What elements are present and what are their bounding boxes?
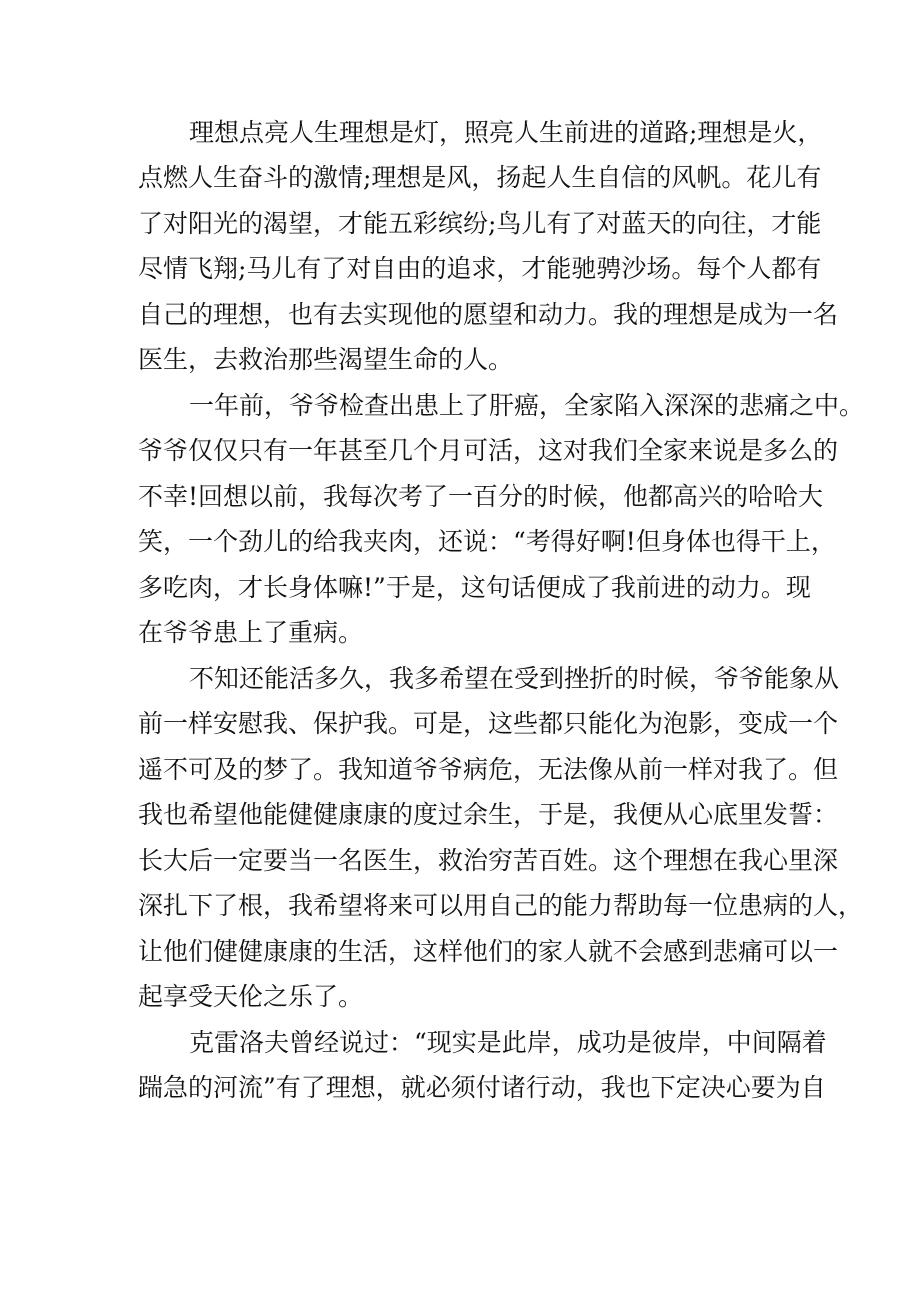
text-line: 不幸!回想以前，我每次考了一百分的时候，他都高兴的哈哈大 [138, 482, 824, 511]
text-line: 自己的理想，也有去实现他的愿望和动力。我的理想是成为一名 [138, 300, 839, 329]
text-line: 深扎下了根，我希望将来可以用自己的能力帮助每一位患病的人， [138, 891, 864, 920]
text-line: 一年前，爷爷检查出患上了肝癌，全家陷入深深的悲痛之中。 [189, 391, 865, 420]
text-line: 多吃肉，才长身体嘛!”于是，这句话便成了我前进的动力。现 [138, 573, 811, 602]
text-line: 笑，一个劲儿的给我夹肉，还说：“考得好啊!但身体也得干上， [138, 527, 836, 556]
text-line: 医生，去救治那些渴望生命的人。 [138, 345, 514, 374]
text-line: 遥不可及的梦了。我知道爷爷病危，无法像从前一样对我了。但 [138, 755, 839, 784]
text-line: 克雷洛夫曾经说过：“现实是此岸，成功是彼岸，中间隔着 [189, 1028, 827, 1057]
text-line: 不知还能活多久，我多希望在受到挫折的时候，爷爷能象从 [189, 664, 840, 693]
text-line: 在爷爷患上了重病。 [138, 618, 364, 647]
text-line: 理想点亮人生理想是灯，照亮人生前进的道路;理想是火， [189, 118, 823, 147]
text-line: 了对阳光的渴望，才能五彩缤纷;鸟儿有了对蓝天的向往，才能 [138, 209, 822, 238]
text-line: 前一样安慰我、保护我。可是，这些都只能化为泡影，变成一个 [138, 709, 839, 738]
text-line: 尽情飞翔;马儿有了对自由的追求，才能驰骋沙场。每个人都有 [138, 254, 822, 283]
text-line: 我也希望他能健健康康的度过余生，于是，我便从心底里发誓： [138, 800, 839, 829]
text-line: 起享受天伦之乐了。 [138, 982, 364, 1011]
text-line: 点燃人生奋斗的激情;理想是风，扬起人生自信的风帆。花儿有 [138, 163, 822, 192]
text-line: 爷爷仅仅只有一年甚至几个月可活，这对我们全家来说是多么的 [138, 436, 839, 465]
text-line: 踹急的河流”有了理想，就必须付诸行动，我也下定决心要为自 [138, 1073, 826, 1102]
text-line: 长大后一定要当一名医生，救治穷苦百姓。这个理想在我心里深 [138, 846, 839, 875]
text-line: 让他们健健康康的生活，这样他们的家人就不会感到悲痛可以一 [138, 937, 839, 966]
